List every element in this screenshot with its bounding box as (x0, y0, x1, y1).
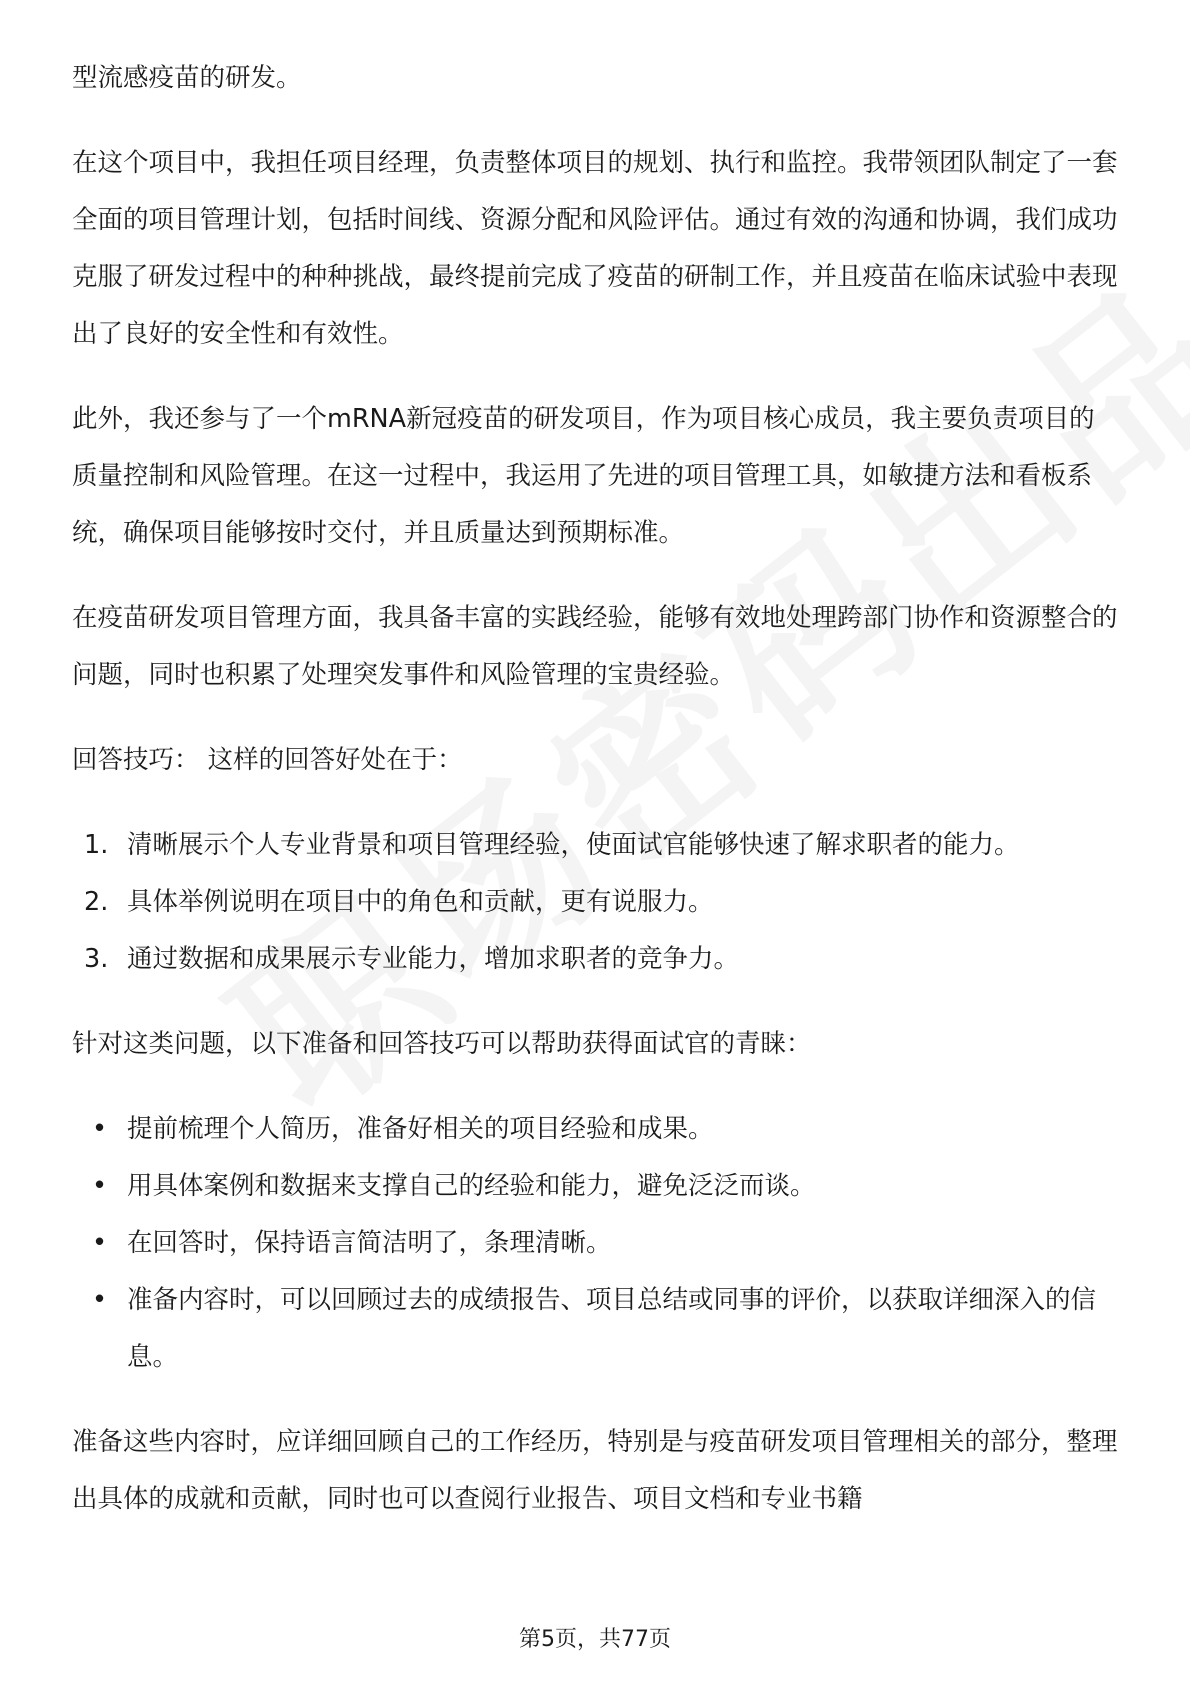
list-item (72, 1272, 1118, 1386)
paragraph: 在这个项目中，我担任项目经理，负责整体项目的规划、执行和监控。我带领团队制定了一套全面的项目管理计划，包括时间线、资源分配和风险评估。通过有效的沟通和协调，我们成功克服了研发过程中的种种挑战，最终提前完成了疫苗的研制工作，并且疫苗在临床试验中表现出了良好的安全性和有效性。 (72, 148, 1118, 349)
list-item (72, 817, 1118, 874)
list-item-text: 在回答时，保持语言简洁明了，条理清晰。 (127, 1228, 612, 1258)
numbered-list (72, 817, 1118, 988)
answer-tips-heading: 回答技巧： 这样的回答好处在于： (72, 745, 463, 775)
bullet-marker: • (92, 1285, 108, 1315)
document-body (72, 50, 1118, 1556)
list-number: 3. (84, 944, 109, 974)
bullet-list (72, 1101, 1118, 1386)
paragraph: 针对这类问题，以下准备和回答技巧可以帮助获得面试官的青睐： (72, 1029, 812, 1059)
paragraph: 准备这些内容时，应详细回顾自己的工作经历，特别是与疫苗研发项目管理相关的部分，整理出具体的成就和贡献，同时也可以查阅行业报告、项目文档和专业书籍 (72, 1427, 1118, 1514)
bullet-marker: • (92, 1171, 108, 1201)
list-item-text: 提前梳理个人简历，准备好相关的项目经验和成果。 (127, 1114, 714, 1144)
list-number: 2. (84, 887, 109, 917)
list-item (72, 1215, 1118, 1272)
list-item-text: 准备内容时，可以回顾过去的成绩报告、项目总结或同事的评价，以获取详细深入的信息。 (127, 1285, 1097, 1372)
list-item (72, 1158, 1118, 1215)
paragraph: 此外，我还参与了一个mRNA新冠疫苗的研发项目，作为项目核心成员，我主要负责项目的质量控制和风险管理。在这一过程中，我运用了先进的项目管理工具，如敏捷方法和看板系统，确保项目能够按时交付，并且质量达到预期标准。 (72, 404, 1095, 548)
list-item (72, 1101, 1118, 1158)
list-item-text: 清晰展示个人专业背景和项目管理经验，使面试官能够快速了解求职者的能力。 (127, 830, 1020, 860)
bullet-marker: • (92, 1114, 108, 1144)
bullet-marker: • (92, 1228, 108, 1258)
list-item (72, 874, 1118, 931)
page-number: 第5页，共77页 (519, 1627, 671, 1652)
paragraph: 型流感疫苗的研发。 (72, 63, 302, 93)
list-item-text: 具体举例说明在项目中的角色和贡献，更有说服力。 (127, 887, 714, 917)
paragraph: 在疫苗研发项目管理方面，我具备丰富的实践经验，能够有效地处理跨部门协作和资源整合的问题，同时也积累了处理突发事件和风险管理的宝贵经验。 (72, 603, 1118, 690)
list-item (72, 931, 1118, 988)
list-item-text: 用具体案例和数据来支撑自己的经验和能力，避免泛泛而谈。 (127, 1171, 816, 1201)
list-item-text: 通过数据和成果展示专业能力，增加求职者的竞争力。 (127, 944, 740, 974)
list-number: 1. (84, 830, 109, 860)
